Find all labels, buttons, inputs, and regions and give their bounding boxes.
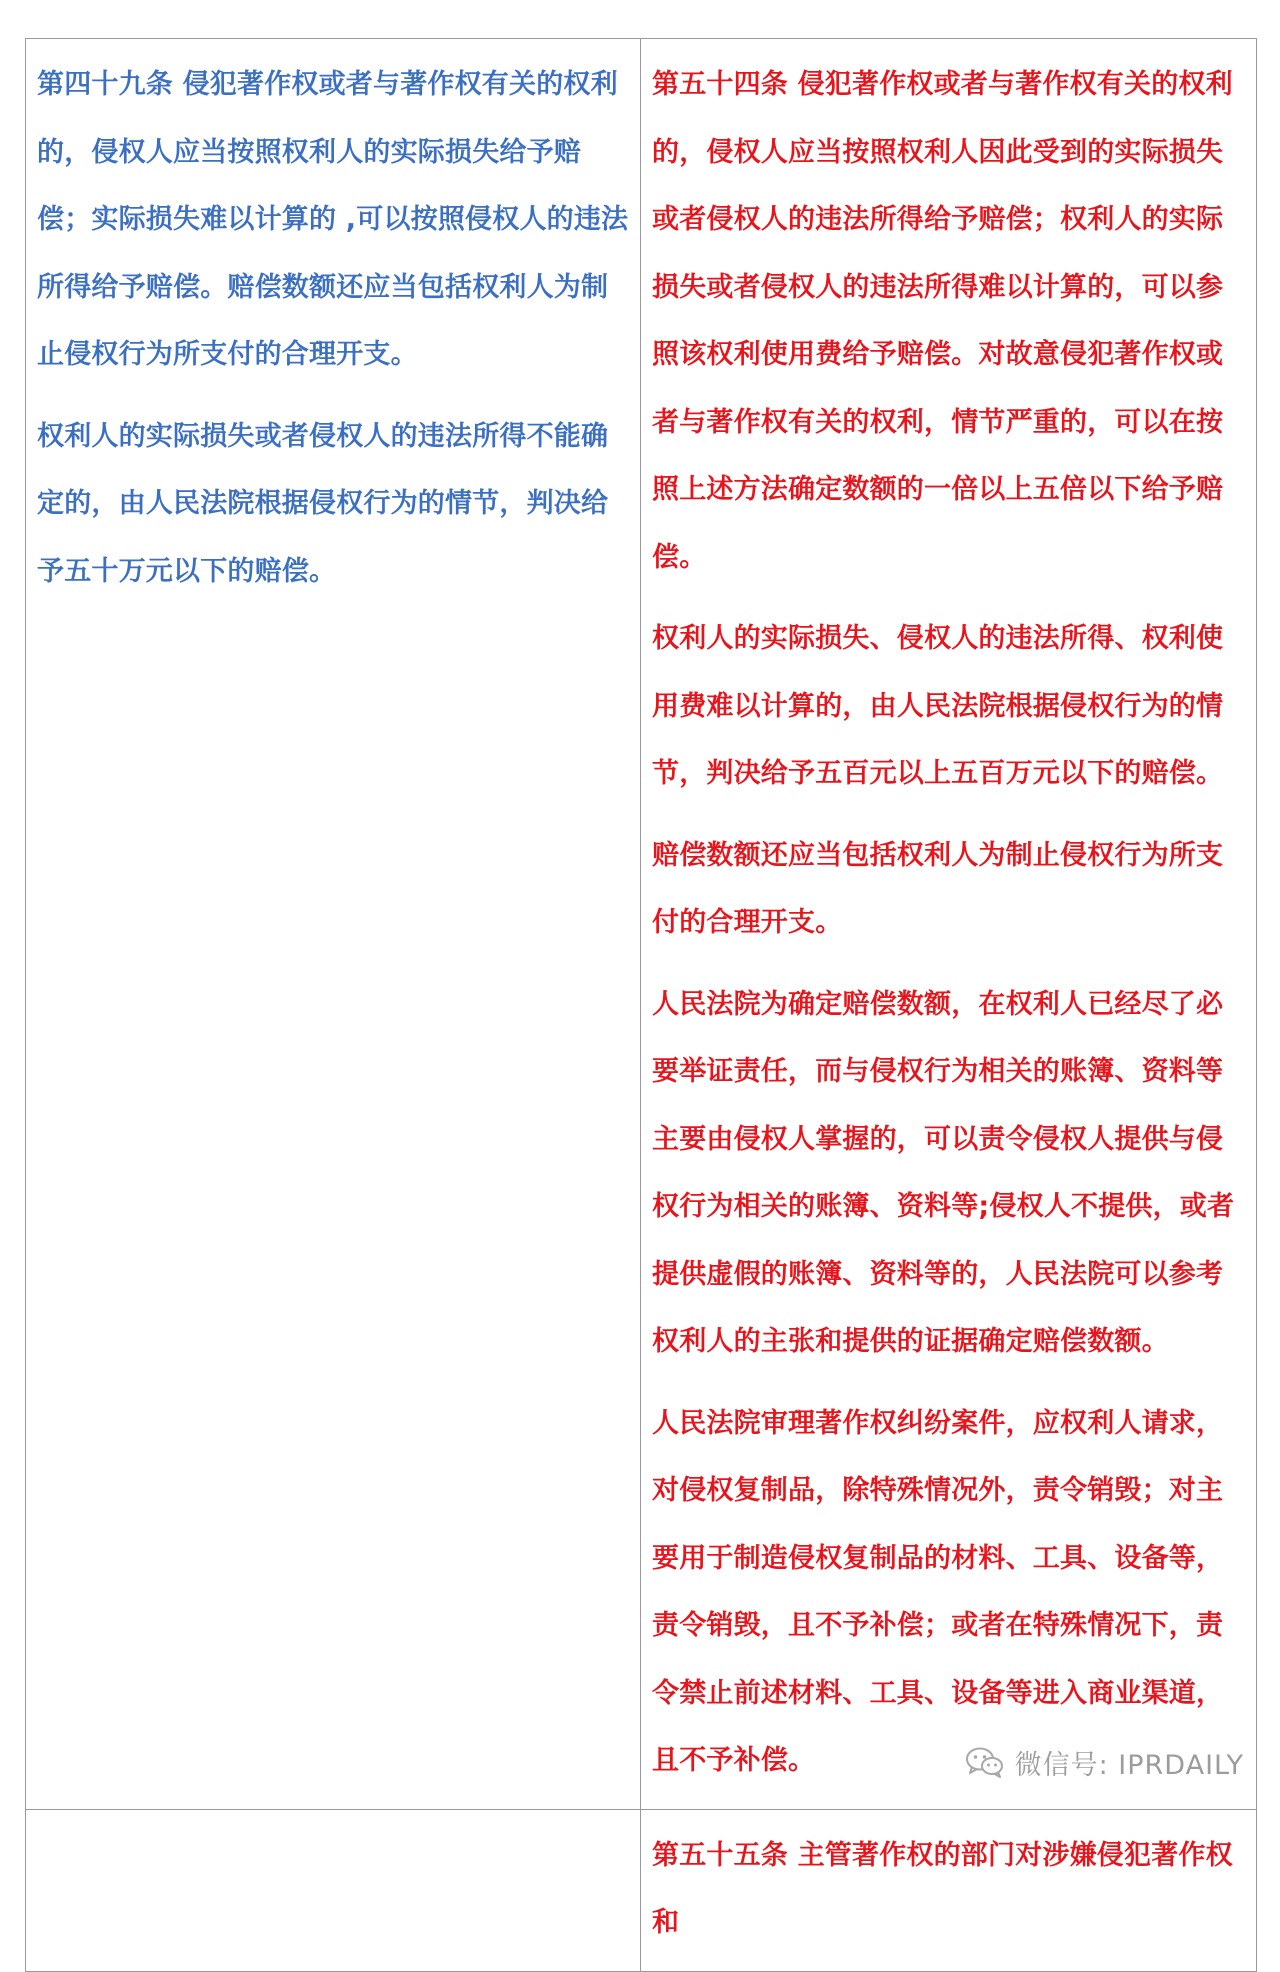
old-law-column (26, 39, 641, 1810)
new-article-54-para-2: 权利人的实际损失、侵权人的违法所得、权利使用费难以计算的，由人民法院根据侵权行为的情节，判决给予五百元以上五百万元以下的赔偿。 (652, 623, 1224, 789)
old-article-49-para-2: 权利人的实际损失或者侵权人的违法所得不能确定的，由人民法院根据侵权行为的情节，判决给予五十万元以下的赔偿。 (37, 420, 609, 587)
new-article-55: 第五十五条 主管著作权的部门对涉嫌侵犯著作权和 (652, 1839, 1233, 1938)
new-article-54-para-3: 赔偿数额还应当包括权利人为制止侵权行为所支付的合理开支。 (652, 839, 1224, 938)
old-law-cell-empty (26, 1809, 641, 1971)
new-article-54-para-4: 人民法院为确定赔偿数额，在权利人已经尽了必要举证责任，而与侵权行为相关的账簿、资料等主要由侵权人掌握的，可以责令侵权人提供与侵权行为相关的账簿、资料等;侵权人不提供，或者提供虚假的账簿、资料等的，人民法院可以参考权利人的主张和提供的证据确定赔偿数额。 (652, 988, 1235, 1357)
table-row (26, 39, 1257, 1810)
new-article-54: 第五十四条 侵犯著作权或者与著作权有关的权利的，侵权人应当按照权利人因此受到的实际损失或者侵权人的违法所得给予赔偿；权利人的实际损失或者侵权人的违法所得难以计算的，可以参照该权利使用费给予赔偿。对故意侵犯著作权或者与著作权有关的权利，情节严重的，可以在按照上述方法确定数额的一倍以上五倍以下给予赔偿。 (652, 69, 1233, 573)
comparison-table (25, 38, 1257, 1972)
table-row (26, 1809, 1257, 1971)
watermark (965, 1742, 1244, 1782)
new-law-column (641, 39, 1257, 1810)
wechat-icon (965, 1746, 1005, 1778)
old-article-49: 第四十九条 侵犯著作权或者与著作权有关的权利的，侵权人应当按照权利人的实际损失给予赔偿；实际损失难以计算的 ,可以按照侵权人的违法所得给予赔偿。赔偿数额还应当包括权利人为制止侵权行为所支付的合理开支。 (37, 69, 629, 370)
new-law-cell-next (641, 1809, 1257, 1971)
watermark-text: 微信号: IPRDAILY (1014, 1749, 1244, 1781)
new-article-54-para-5: 人民法院审理著作权纠纷案件，应权利人请求，对侵权复制品，除特殊情况外，责令销毁；对主要用于制造侵权复制品的材料、工具、设备等，责令销毁，且不予补偿；或者在特殊情况下，责令禁止前述材料、工具、设备等进入商业渠道，且不予补偿。 (652, 1407, 1224, 1776)
